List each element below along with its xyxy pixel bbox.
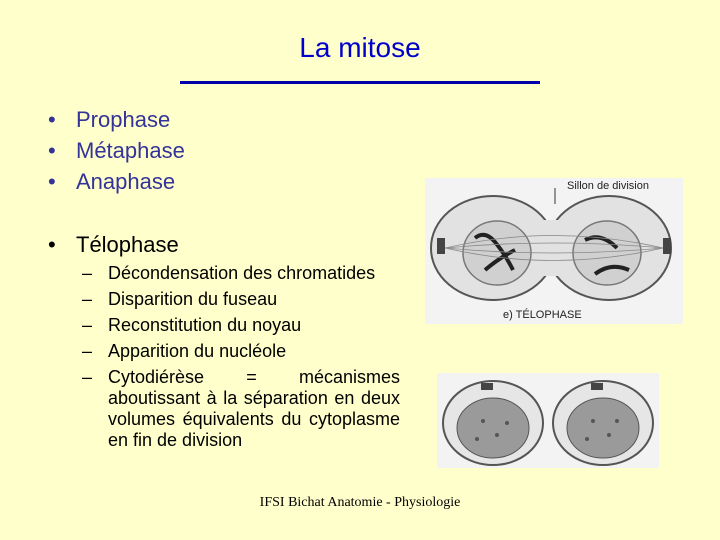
telophase-detail: – Reconstitution du noyau: [82, 315, 400, 336]
telophase-details: [82, 263, 400, 456]
daughter-cells-illustration: [437, 373, 659, 468]
phase-item-metaphase: • Métaphase: [48, 135, 185, 166]
telophase-detail: – Apparition du nucléole: [82, 341, 400, 362]
title-underline: [180, 81, 540, 84]
phase-list: [48, 104, 185, 197]
telophase-illustration: [425, 178, 683, 324]
daughter-cells-diagram: [437, 373, 659, 468]
telophase-detail: – Disparition du fuseau: [82, 289, 400, 310]
phase-item-telophase: • Télophase: [48, 232, 179, 258]
telophase-diagram: [425, 178, 683, 324]
telophase-detail: – Décondensation des chromatides: [82, 263, 400, 284]
telophase-detail: – Cytodiérèse = mécanismes aboutissant à la séparation en deux volumes équivalents du cytoplasme en fin de division: [82, 367, 400, 451]
slide-title: La mitose: [299, 32, 421, 63]
phase-item-anaphase: • Anaphase: [48, 166, 185, 197]
stage-label: e) TÉLOPHASE: [503, 309, 582, 321]
furrow-label: Sillon de division: [567, 180, 649, 192]
phase-item-prophase: • Prophase: [48, 104, 185, 135]
footer-credit: IFSI Bichat Anatomie - Physiologie: [259, 495, 461, 510]
